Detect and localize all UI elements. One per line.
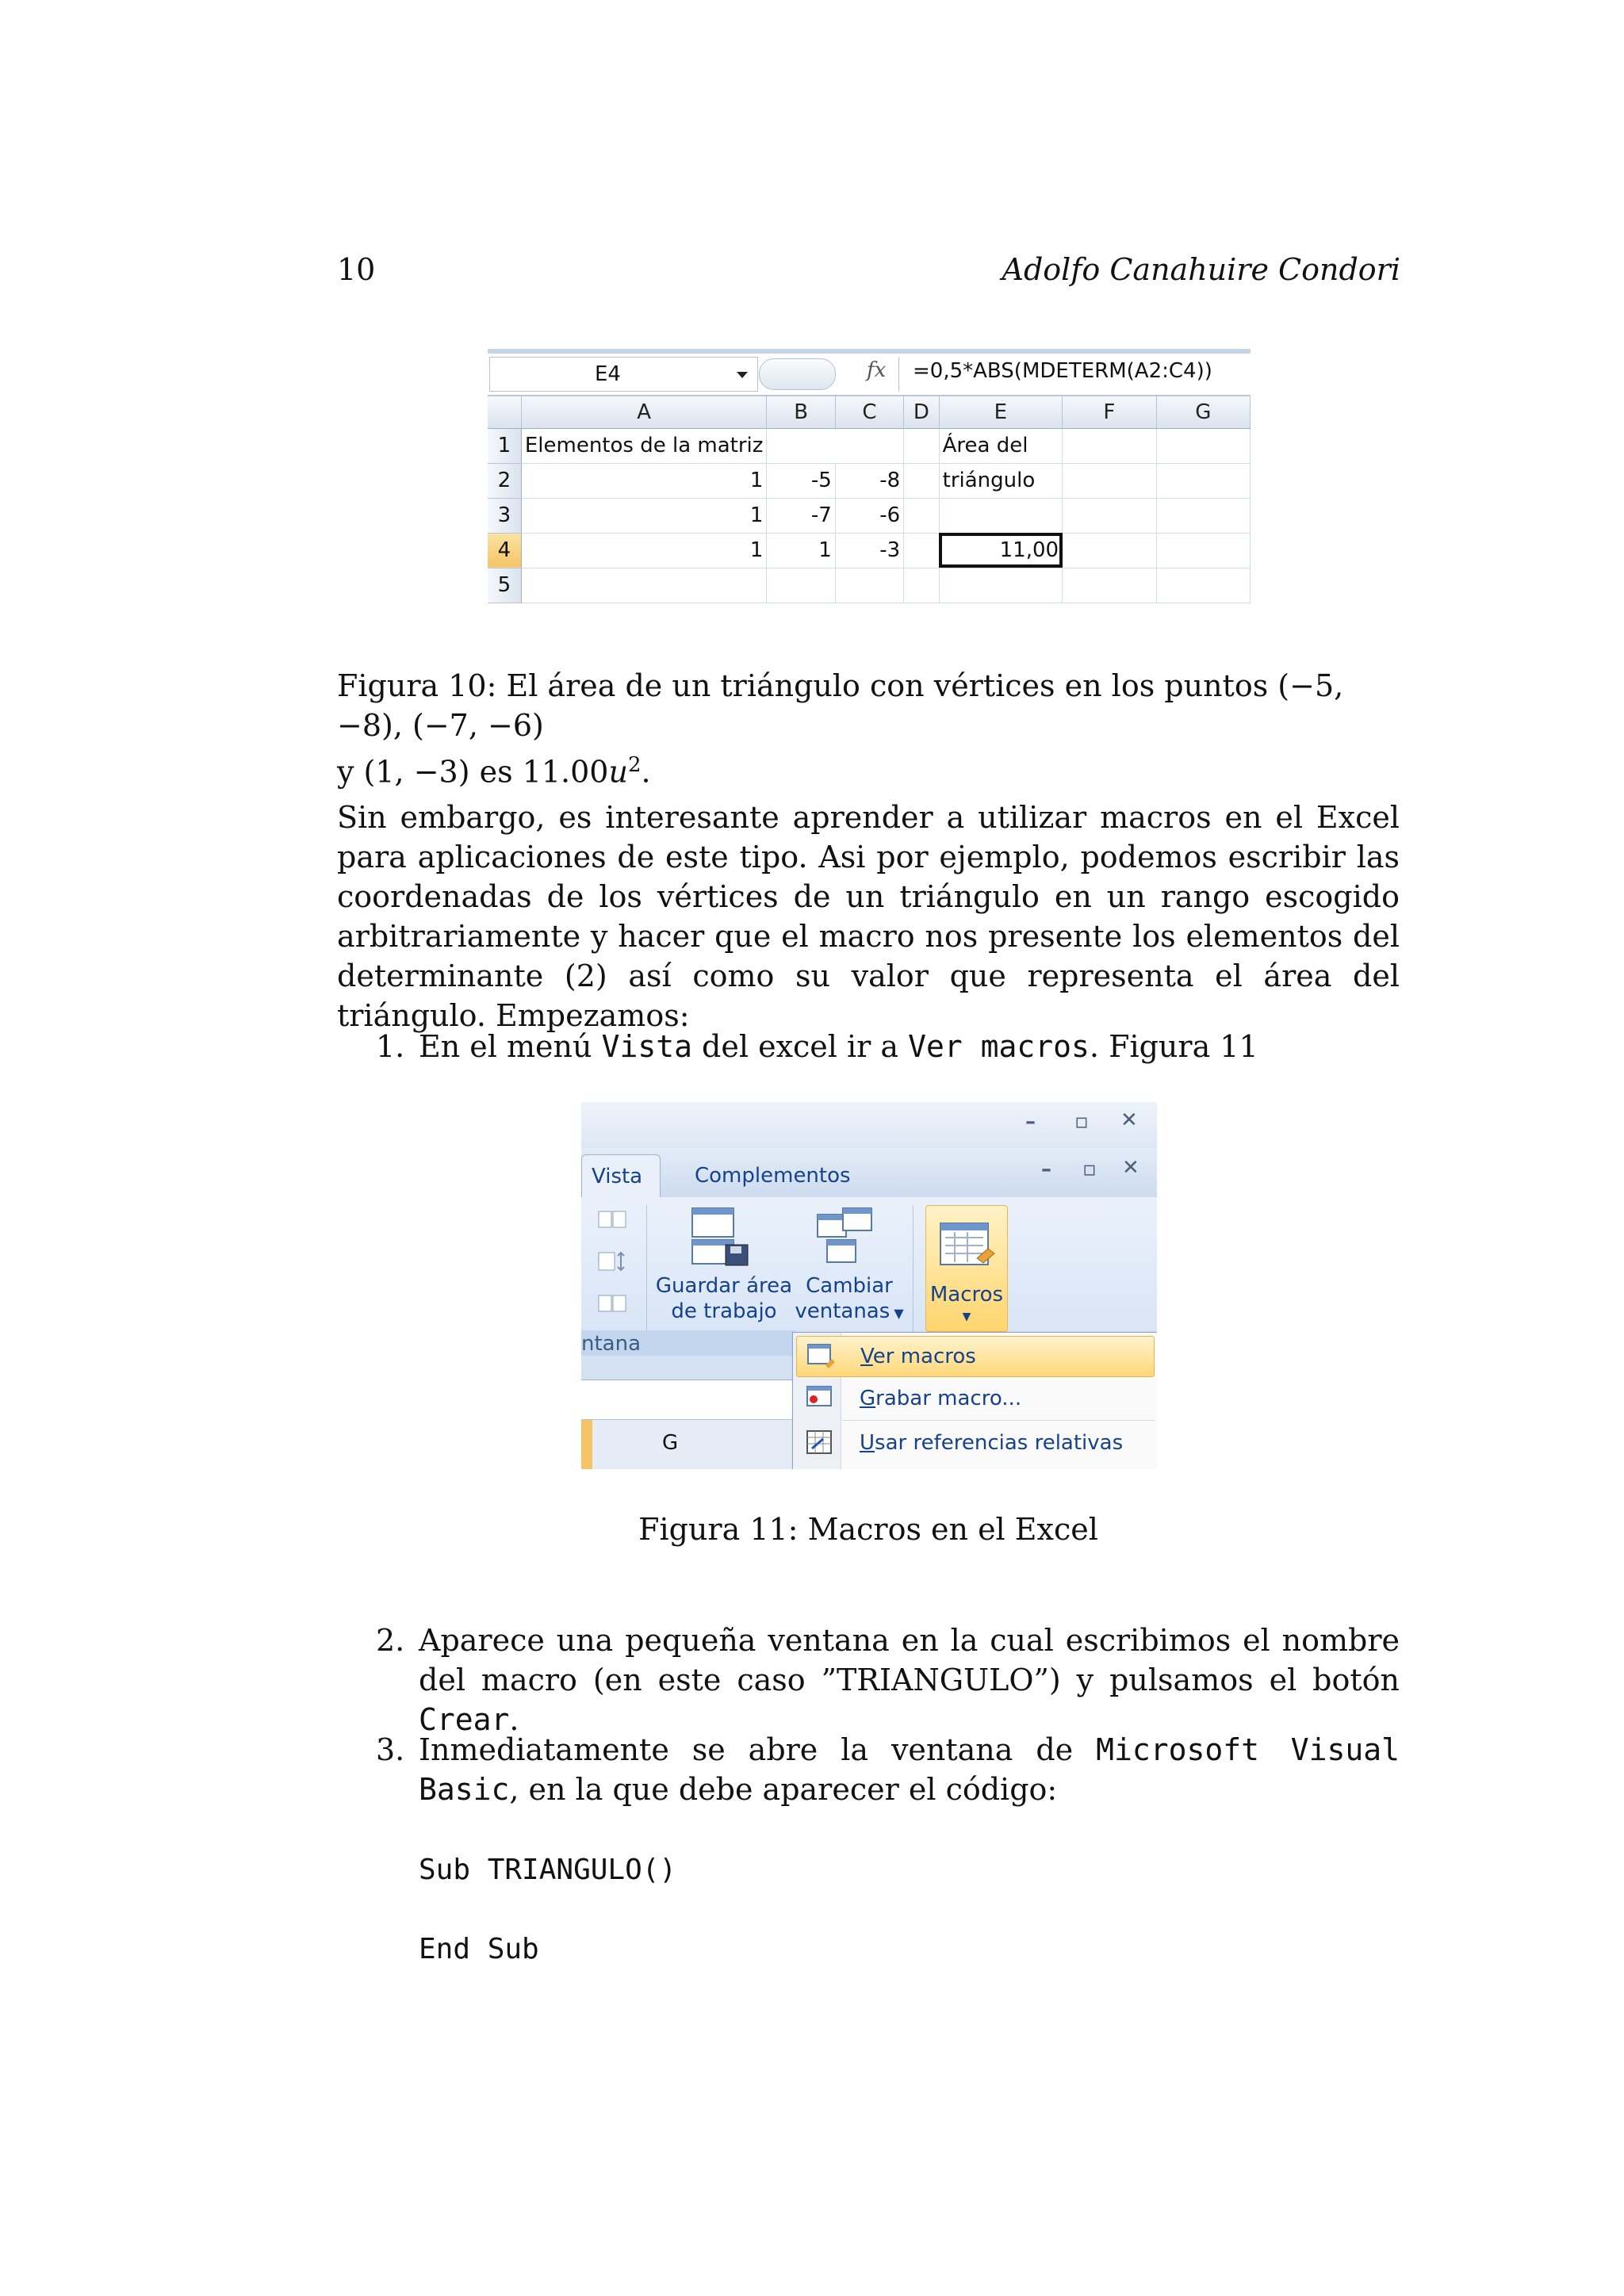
cell-e1[interactable]: Área del	[939, 428, 1062, 463]
select-all-corner[interactable]	[488, 396, 521, 428]
button-label: Guardar área	[655, 1274, 793, 1298]
chevron-down-icon[interactable]	[737, 372, 748, 378]
code-microsoft-visual-basic: Microsoft Visual Basic	[419, 1732, 1400, 1807]
cell-a5[interactable]	[521, 568, 767, 603]
list-number: 1.	[376, 1029, 405, 1064]
cell-g2[interactable]	[1156, 463, 1250, 498]
formula-bar	[488, 354, 1251, 396]
restore-icon[interactable]: ▫	[1082, 1158, 1097, 1181]
formula-bar-splitter[interactable]	[759, 358, 836, 390]
macros-icon	[937, 1220, 998, 1276]
row-header-1[interactable]: 1	[488, 428, 521, 463]
list-text	[419, 1621, 1400, 1739]
close-icon[interactable]: ✕	[1122, 1156, 1139, 1180]
selected-column-edge	[581, 1420, 592, 1469]
minimize-icon[interactable]: –	[1041, 1158, 1051, 1181]
menu-item-grabar-macro[interactable]	[796, 1379, 1153, 1418]
menu-label-rest: sar referencias relativas	[875, 1431, 1124, 1455]
fx-icon[interactable]: fx	[867, 358, 887, 382]
cell-e2[interactable]: triángulo	[939, 463, 1062, 498]
table-row	[488, 533, 1251, 568]
restore-icon[interactable]: ▫	[1074, 1110, 1089, 1134]
column-header-row	[488, 396, 1251, 428]
tab-label: Vista	[592, 1165, 643, 1188]
row-header-5[interactable]: 5	[488, 568, 521, 603]
cell-b2[interactable]: -5	[767, 463, 835, 498]
column-header-g[interactable]: G	[662, 1431, 679, 1455]
guardar-area-button[interactable]	[653, 1273, 795, 1324]
cell-e4-active[interactable]: 11,00	[939, 533, 1062, 568]
caption-exponent: 2	[627, 753, 642, 777]
menu-item-label	[860, 1345, 976, 1368]
text-run: Aparece una pequeña ventana en la cual escribimos el nombre del macro (en este caso ”TRIANGULO”) y pulsamos el botón	[419, 1623, 1400, 1697]
cell-g3[interactable]	[1156, 498, 1250, 533]
code-line-2: End Sub	[419, 1933, 539, 1965]
cell-f5[interactable]	[1063, 568, 1156, 603]
divider	[913, 1205, 914, 1332]
page-number: 10	[337, 252, 376, 287]
minimize-icon[interactable]: –	[1025, 1110, 1036, 1134]
chevron-down-icon: ▼	[890, 1306, 904, 1321]
macros-dropdown-menu	[792, 1332, 1157, 1469]
cell-f2[interactable]	[1063, 463, 1156, 498]
cell-c3[interactable]: -6	[835, 498, 903, 533]
menu-item-ver-macros[interactable]	[796, 1336, 1155, 1377]
menu-label-rest: er macros	[872, 1345, 976, 1368]
switch-windows-icon[interactable]	[813, 1205, 876, 1269]
cell-d4[interactable]	[904, 533, 939, 568]
row-header-2[interactable]: 2	[488, 463, 521, 498]
window-arrange-icons[interactable]	[596, 1208, 630, 1319]
formula-input[interactable]: =0,5*ABS(MDETERM(A2:C4))	[913, 359, 1212, 383]
cell-d2[interactable]	[904, 463, 939, 498]
cell-f4[interactable]	[1063, 533, 1156, 568]
text-run: En el menú	[419, 1029, 602, 1064]
cell-g4[interactable]	[1156, 533, 1250, 568]
cell-d1[interactable]	[904, 428, 939, 463]
cell-d3[interactable]	[904, 498, 939, 533]
running-head-author: Adolfo Canahuire Condori	[1002, 252, 1400, 287]
cell-b1[interactable]	[767, 428, 835, 463]
table-row	[488, 463, 1251, 498]
tab-vista[interactable]	[581, 1154, 661, 1200]
cell-a1[interactable]: Elementos de la matriz	[521, 428, 767, 463]
cell-a4[interactable]: 1	[521, 533, 767, 568]
column-header-a[interactable]: A	[521, 396, 767, 428]
menu-accelerator: V	[860, 1345, 873, 1368]
menu-separator	[842, 1420, 1155, 1421]
cell-d5[interactable]	[904, 568, 939, 603]
list-item-1	[376, 1027, 1400, 1066]
spreadsheet-grid	[488, 396, 1251, 603]
column-header-d[interactable]: D	[904, 396, 939, 428]
column-header-g[interactable]: G	[1156, 396, 1250, 428]
cell-a3[interactable]: 1	[521, 498, 767, 533]
cell-a2[interactable]: 1	[521, 463, 767, 498]
list-number: 2.	[376, 1623, 405, 1658]
macros-label: Macros	[929, 1283, 1004, 1307]
macros-button[interactable]	[925, 1205, 1008, 1332]
menu-label-rest: rabar macro...	[875, 1387, 1022, 1410]
column-header-b[interactable]: B	[767, 396, 835, 428]
window-titlebar	[581, 1102, 1157, 1148]
text-run: . Figura 11	[1089, 1029, 1258, 1064]
menu-accelerator: U	[860, 1431, 875, 1455]
cell-c2[interactable]: -8	[835, 463, 903, 498]
cell-f1[interactable]	[1063, 428, 1156, 463]
button-label: Cambiar	[806, 1274, 893, 1298]
cell-e5[interactable]	[939, 568, 1062, 603]
table-row	[488, 568, 1251, 603]
menu-item-label	[860, 1431, 1123, 1455]
caption-period: .	[641, 754, 651, 790]
caption-line-2-text: y (1, −3) es 11.00	[337, 754, 609, 790]
divider	[898, 357, 899, 392]
code-crear: Crear	[419, 1702, 510, 1737]
list-text	[419, 1027, 1400, 1066]
text-run: .	[509, 1702, 519, 1737]
ribbon-tab-bar	[581, 1148, 1157, 1197]
body-paragraph: Sin embargo, es interesante aprender a utilizar macros en el Excel para aplicaciones de este tipo. Asi por ejemplo, podemos escribir las coordenadas de los vértices de un triángulo en un rango escogido arbitrariamente y hacer que el macro nos presente los elementos del determinante (2) así como su valor que representa el área del triángulo. Empezamos:	[337, 800, 1400, 1033]
name-box[interactable]	[489, 357, 758, 392]
cell-c5[interactable]	[835, 568, 903, 603]
cell-e3[interactable]	[939, 498, 1062, 533]
column-header-c[interactable]: C	[835, 396, 903, 428]
table-row	[488, 498, 1251, 533]
view-macros-icon	[806, 1343, 835, 1368]
cell-c4[interactable]: -3	[835, 533, 903, 568]
list-item-2	[376, 1621, 1400, 1737]
ribbon-screenshot	[581, 1102, 1157, 1469]
menu-item-label	[860, 1387, 1021, 1410]
cell-f3[interactable]	[1063, 498, 1156, 533]
chevron-down-icon: ▼	[962, 1311, 971, 1323]
code-vista: Vista	[601, 1029, 692, 1064]
record-macro-icon	[806, 1385, 834, 1410]
cambiar-ventanas-button[interactable]	[794, 1273, 905, 1326]
tab-complementos[interactable]: Complementos	[695, 1164, 851, 1188]
list-text	[419, 1730, 1400, 1809]
code-ver-macros: Ver macros	[908, 1029, 1090, 1064]
text-run: del excel ir a	[691, 1029, 909, 1064]
relative-references-icon	[806, 1429, 834, 1455]
caption-unit: u	[608, 754, 628, 790]
list-number: 3.	[376, 1732, 405, 1767]
save-workspace-icon[interactable]	[689, 1205, 753, 1269]
excel-screenshot	[488, 349, 1251, 630]
menu-accelerator: G	[860, 1387, 876, 1410]
row-header-4[interactable]: 4	[488, 533, 521, 568]
close-icon[interactable]: ✕	[1120, 1108, 1138, 1132]
list-item-3	[376, 1730, 1400, 1809]
name-box-value: E4	[595, 362, 621, 386]
cell-g1[interactable]	[1156, 428, 1250, 463]
code-line-1: Sub TRIANGULO()	[419, 1854, 677, 1886]
table-row	[488, 428, 1251, 463]
group-label-ventana	[581, 1330, 795, 1356]
text-run: Inmediatamente se abre la ventana de	[419, 1732, 1097, 1767]
cell-c1[interactable]	[835, 428, 903, 463]
column-header-f[interactable]: F	[1063, 396, 1156, 428]
column-header-e[interactable]: E	[939, 396, 1062, 428]
menu-item-usar-referencias[interactable]	[796, 1423, 1153, 1463]
figure-11-caption: Figura 11: Macros en el Excel	[638, 1512, 1098, 1547]
caption-line-1: Figura 10: El área de un triángulo con vértices en los puntos (−5, −8), (−7, −6)	[337, 668, 1344, 743]
figure-10-caption	[337, 666, 1400, 792]
cell-b3[interactable]: -7	[767, 498, 835, 533]
cell-b5[interactable]	[767, 568, 835, 603]
cell-g5[interactable]	[1156, 568, 1250, 603]
button-label: de trabajo	[671, 1299, 777, 1323]
caption-line-2	[337, 745, 1400, 792]
text-run: , en la que debe aparecer el código:	[509, 1772, 1058, 1807]
button-label: ventanas	[795, 1299, 891, 1323]
group-label-text: ntana	[581, 1332, 642, 1356]
cell-b4[interactable]: 1	[767, 533, 835, 568]
row-header-3[interactable]: 3	[488, 498, 521, 533]
divider	[646, 1205, 647, 1332]
